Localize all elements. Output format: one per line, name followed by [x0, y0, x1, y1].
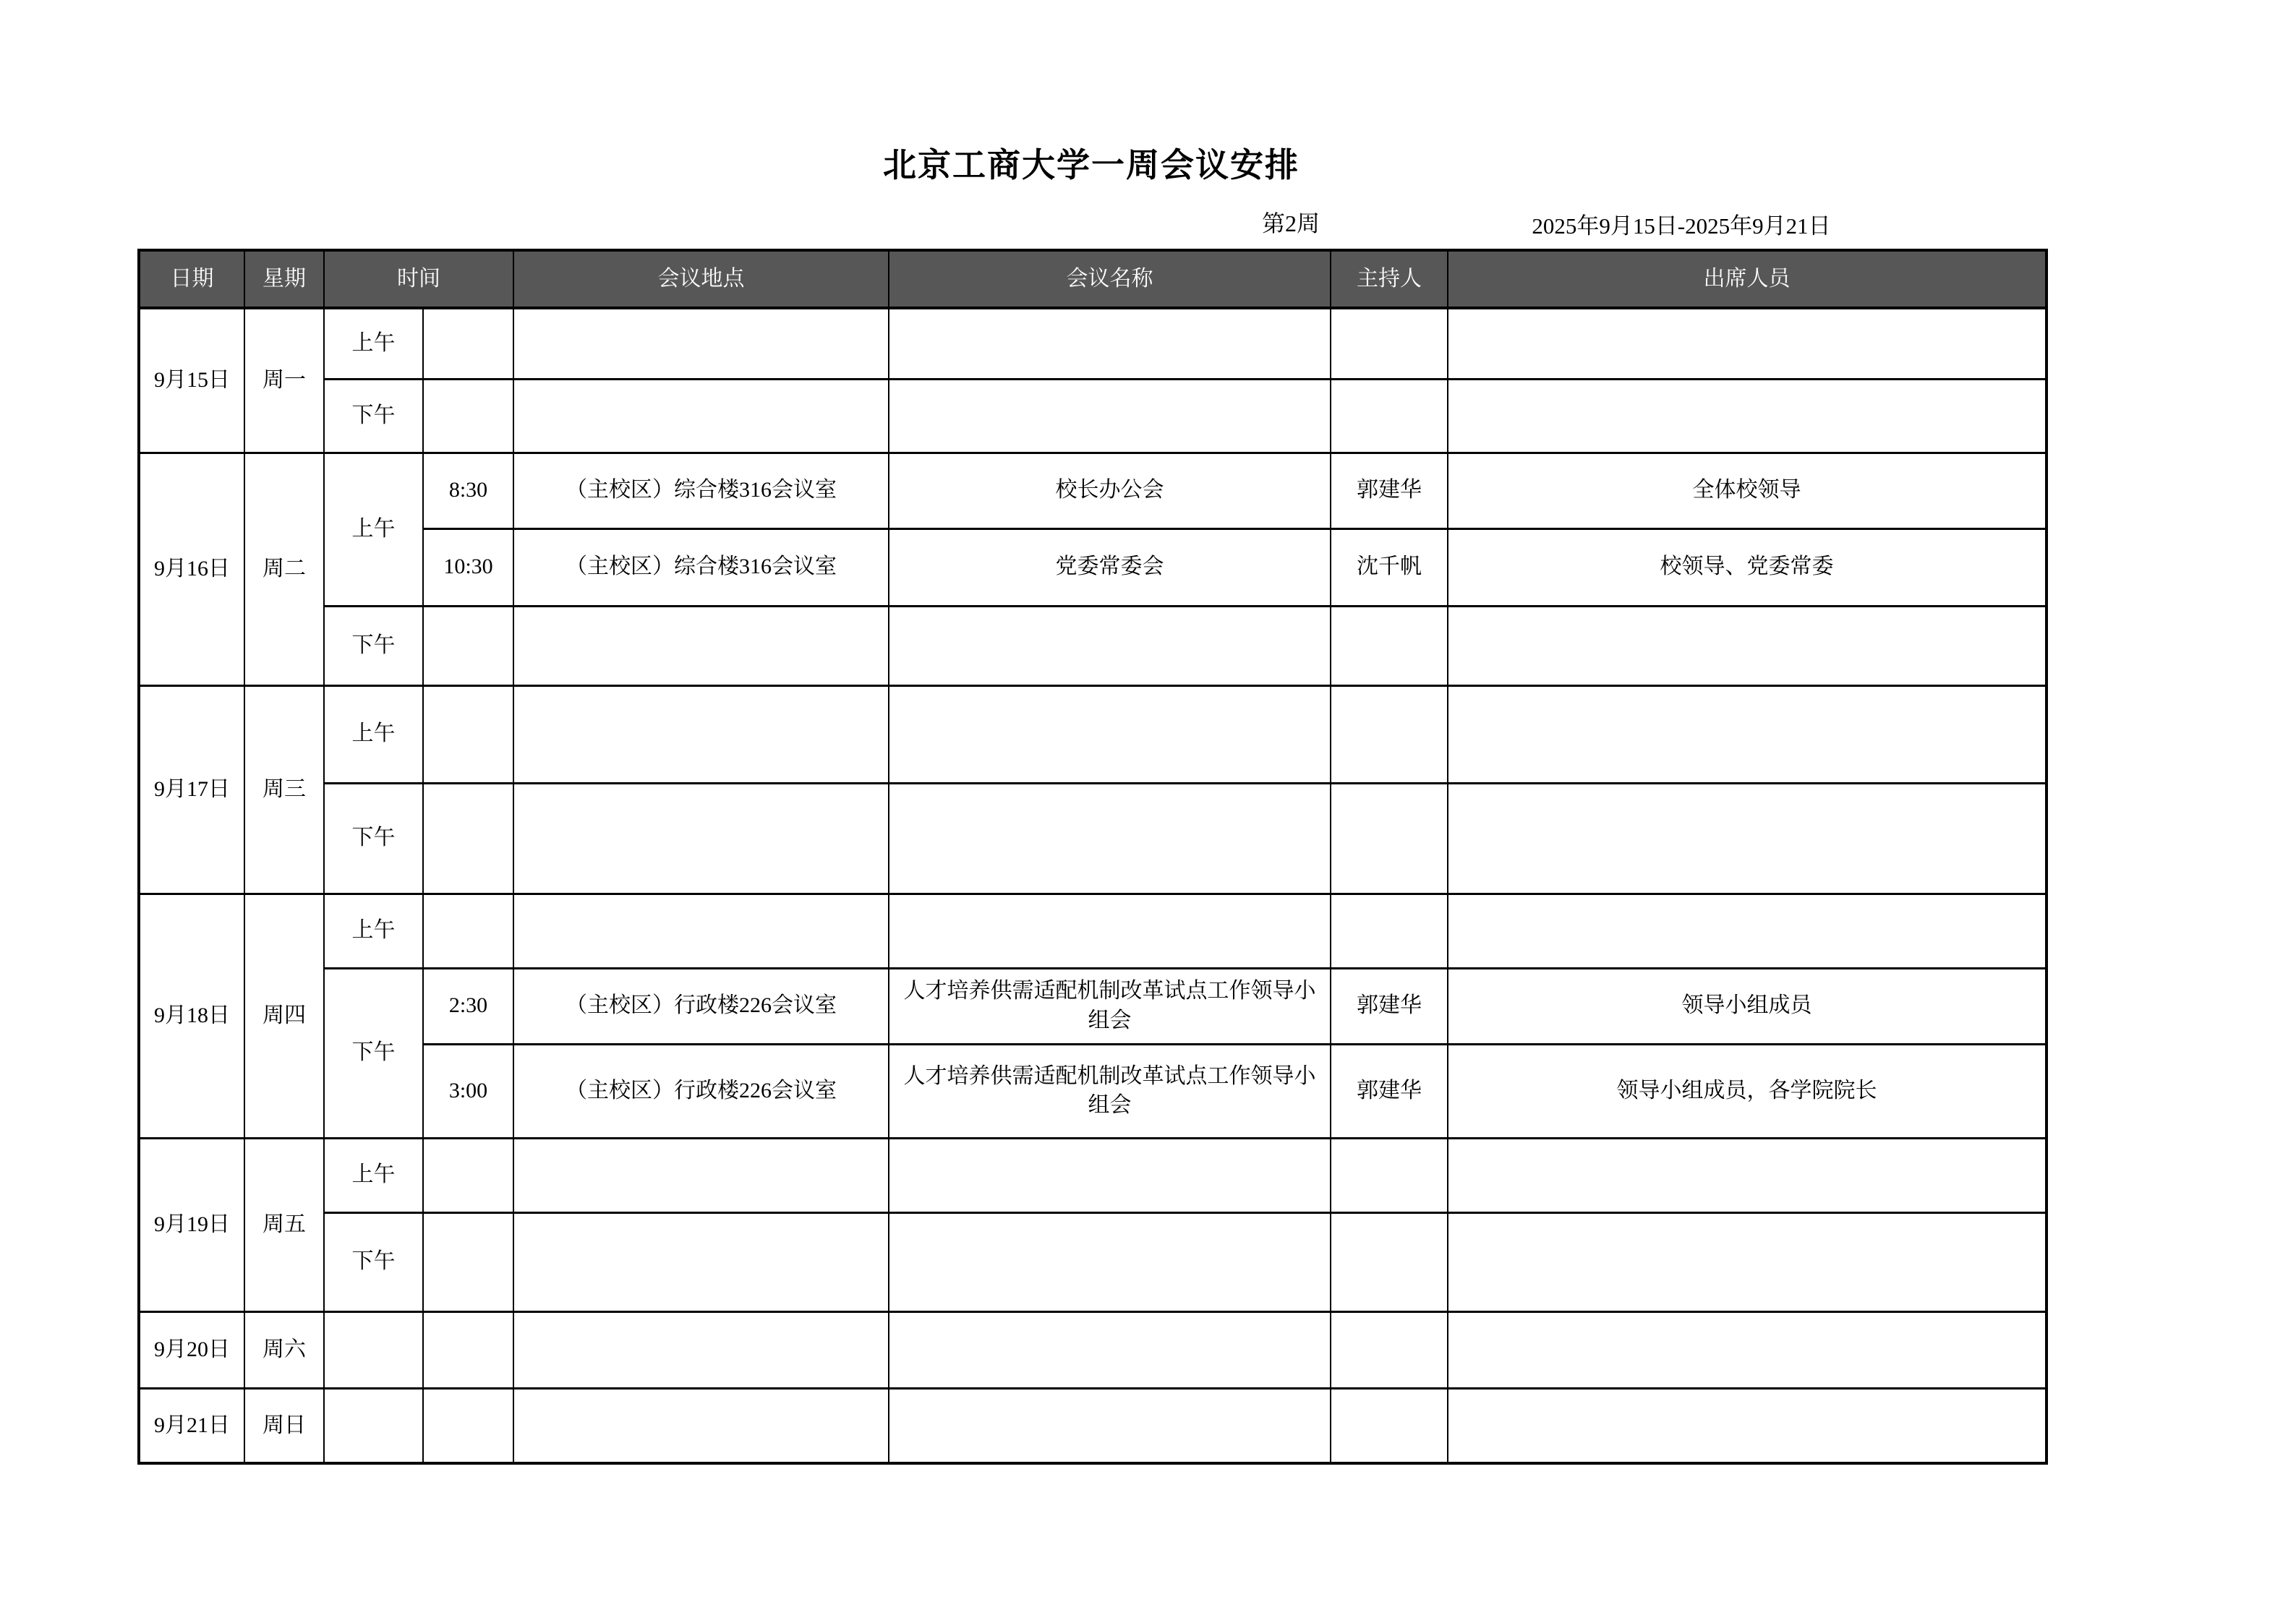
location-cell: （主校区）综合楼316会议室	[513, 528, 889, 606]
week-label: 第2周	[1261, 210, 1320, 236]
header-meeting: 会议名称	[889, 250, 1331, 308]
time-cell	[423, 894, 513, 968]
period-cell: 上午	[324, 685, 423, 783]
period-cell: 上午	[324, 308, 423, 379]
table-row	[139, 453, 2047, 528]
table-row	[139, 1388, 2047, 1463]
host-cell	[1331, 606, 1448, 685]
location-cell	[513, 1311, 889, 1388]
attendees-cell: 校领导、党委常委	[1448, 528, 2047, 606]
time-cell	[423, 379, 513, 453]
header-attendees: 出席人员	[1448, 250, 2047, 308]
table-row	[139, 1044, 2047, 1138]
attendees-cell	[1448, 379, 2047, 453]
location-cell: （主校区）综合楼316会议室	[513, 453, 889, 528]
attendees-cell	[1448, 606, 2047, 685]
location-cell	[513, 685, 889, 783]
time-cell: 3:00	[423, 1044, 513, 1138]
attendees-cell: 领导小组成员，各学院院长	[1448, 1044, 2047, 1138]
table-row	[139, 894, 2047, 968]
period-cell	[324, 1311, 423, 1388]
meeting-cell	[889, 1212, 1331, 1311]
period-cell: 上午	[324, 1138, 423, 1212]
table-row	[139, 1212, 2047, 1311]
attendees-cell: 全体校领导	[1448, 453, 2047, 528]
host-cell	[1331, 894, 1448, 968]
meeting-cell	[889, 379, 1331, 453]
host-cell	[1331, 783, 1448, 894]
time-cell	[423, 308, 513, 379]
location-cell: （主校区）行政楼226会议室	[513, 1044, 889, 1138]
location-cell: （主校区）行政楼226会议室	[513, 968, 889, 1044]
period-cell: 下午	[324, 379, 423, 453]
meeting-cell: 校长办公会	[889, 453, 1331, 528]
attendees-cell	[1448, 894, 2047, 968]
date-cell: 9月17日	[139, 685, 244, 894]
header-row	[139, 250, 2047, 308]
attendees-cell	[1448, 1212, 2047, 1311]
date-cell: 9月18日	[139, 894, 244, 1138]
meeting-cell	[889, 606, 1331, 685]
date-cell: 9月21日	[139, 1388, 244, 1463]
table-row	[139, 1311, 2047, 1388]
table-row	[139, 1138, 2047, 1212]
attendees-cell	[1448, 783, 2047, 894]
attendees-cell	[1448, 1388, 2047, 1463]
period-cell: 上午	[324, 453, 423, 606]
host-cell: 郭建华	[1331, 1044, 1448, 1138]
weekday-cell: 周五	[244, 1138, 324, 1311]
table-row	[139, 528, 2047, 606]
location-cell	[513, 1388, 889, 1463]
weekday-cell: 周三	[244, 685, 324, 894]
host-cell	[1331, 685, 1448, 783]
meeting-cell	[889, 783, 1331, 894]
table-row	[139, 968, 2047, 1044]
header-time: 时间	[324, 250, 513, 308]
date-cell: 9月16日	[139, 453, 244, 685]
meeting-cell	[889, 685, 1331, 783]
time-cell: 8:30	[423, 453, 513, 528]
location-cell	[513, 894, 889, 968]
date-cell: 9月15日	[139, 308, 244, 453]
period-cell: 下午	[324, 606, 423, 685]
period-cell: 上午	[324, 894, 423, 968]
meeting-cell: 人才培养供需适配机制改革试点工作领导小组会	[889, 968, 1331, 1044]
weekday-cell: 周一	[244, 308, 324, 453]
time-cell	[423, 1138, 513, 1212]
time-cell	[423, 1212, 513, 1311]
time-cell	[423, 685, 513, 783]
meeting-cell	[889, 308, 1331, 379]
meeting-cell	[889, 1311, 1331, 1388]
period-cell: 下午	[324, 968, 423, 1138]
time-cell	[423, 1388, 513, 1463]
location-cell	[513, 1138, 889, 1212]
time-cell: 10:30	[423, 528, 513, 606]
meeting-cell: 人才培养供需适配机制改革试点工作领导小组会	[889, 1044, 1331, 1138]
host-cell: 郭建华	[1331, 453, 1448, 528]
period-cell: 下午	[324, 783, 423, 894]
weekday-cell: 周六	[244, 1311, 324, 1388]
period-cell: 下午	[324, 1212, 423, 1311]
header-host: 主持人	[1331, 250, 1448, 308]
location-cell	[513, 783, 889, 894]
weekday-cell: 周日	[244, 1388, 324, 1463]
time-cell: 2:30	[423, 968, 513, 1044]
page-title: 北京工商大学一周会议安排	[883, 147, 1299, 184]
attendees-cell: 领导小组成员	[1448, 968, 2047, 1044]
table-row	[139, 379, 2047, 453]
table-row	[139, 783, 2047, 894]
table-row	[139, 308, 2047, 379]
host-cell: 郭建华	[1331, 968, 1448, 1044]
attendees-cell	[1448, 1138, 2047, 1212]
meeting-cell	[889, 1388, 1331, 1463]
period-cell	[324, 1388, 423, 1463]
location-cell	[513, 308, 889, 379]
schedule-table	[137, 249, 2048, 1465]
table-row	[139, 606, 2047, 685]
date-cell: 9月19日	[139, 1138, 244, 1311]
attendees-cell	[1448, 308, 2047, 379]
host-cell	[1331, 1138, 1448, 1212]
host-cell: 沈千帆	[1331, 528, 1448, 606]
date-range: 2025年9月15日-2025年9月21日	[1532, 213, 1831, 239]
time-cell	[423, 783, 513, 894]
time-cell	[423, 1311, 513, 1388]
header-date: 日期	[139, 250, 244, 308]
meeting-cell	[889, 1138, 1331, 1212]
weekday-cell: 周四	[244, 894, 324, 1138]
host-cell	[1331, 1212, 1448, 1311]
attendees-cell	[1448, 685, 2047, 783]
host-cell	[1331, 1388, 1448, 1463]
host-cell	[1331, 379, 1448, 453]
weekday-cell: 周二	[244, 453, 324, 685]
location-cell	[513, 379, 889, 453]
host-cell	[1331, 1311, 1448, 1388]
location-cell	[513, 606, 889, 685]
time-cell	[423, 606, 513, 685]
table-row	[139, 685, 2047, 783]
date-cell: 9月20日	[139, 1311, 244, 1388]
header-weekday: 星期	[244, 250, 324, 308]
header-location: 会议地点	[513, 250, 889, 308]
host-cell	[1331, 308, 1448, 379]
location-cell	[513, 1212, 889, 1311]
meeting-cell: 党委常委会	[889, 528, 1331, 606]
attendees-cell	[1448, 1311, 2047, 1388]
meeting-cell	[889, 894, 1331, 968]
